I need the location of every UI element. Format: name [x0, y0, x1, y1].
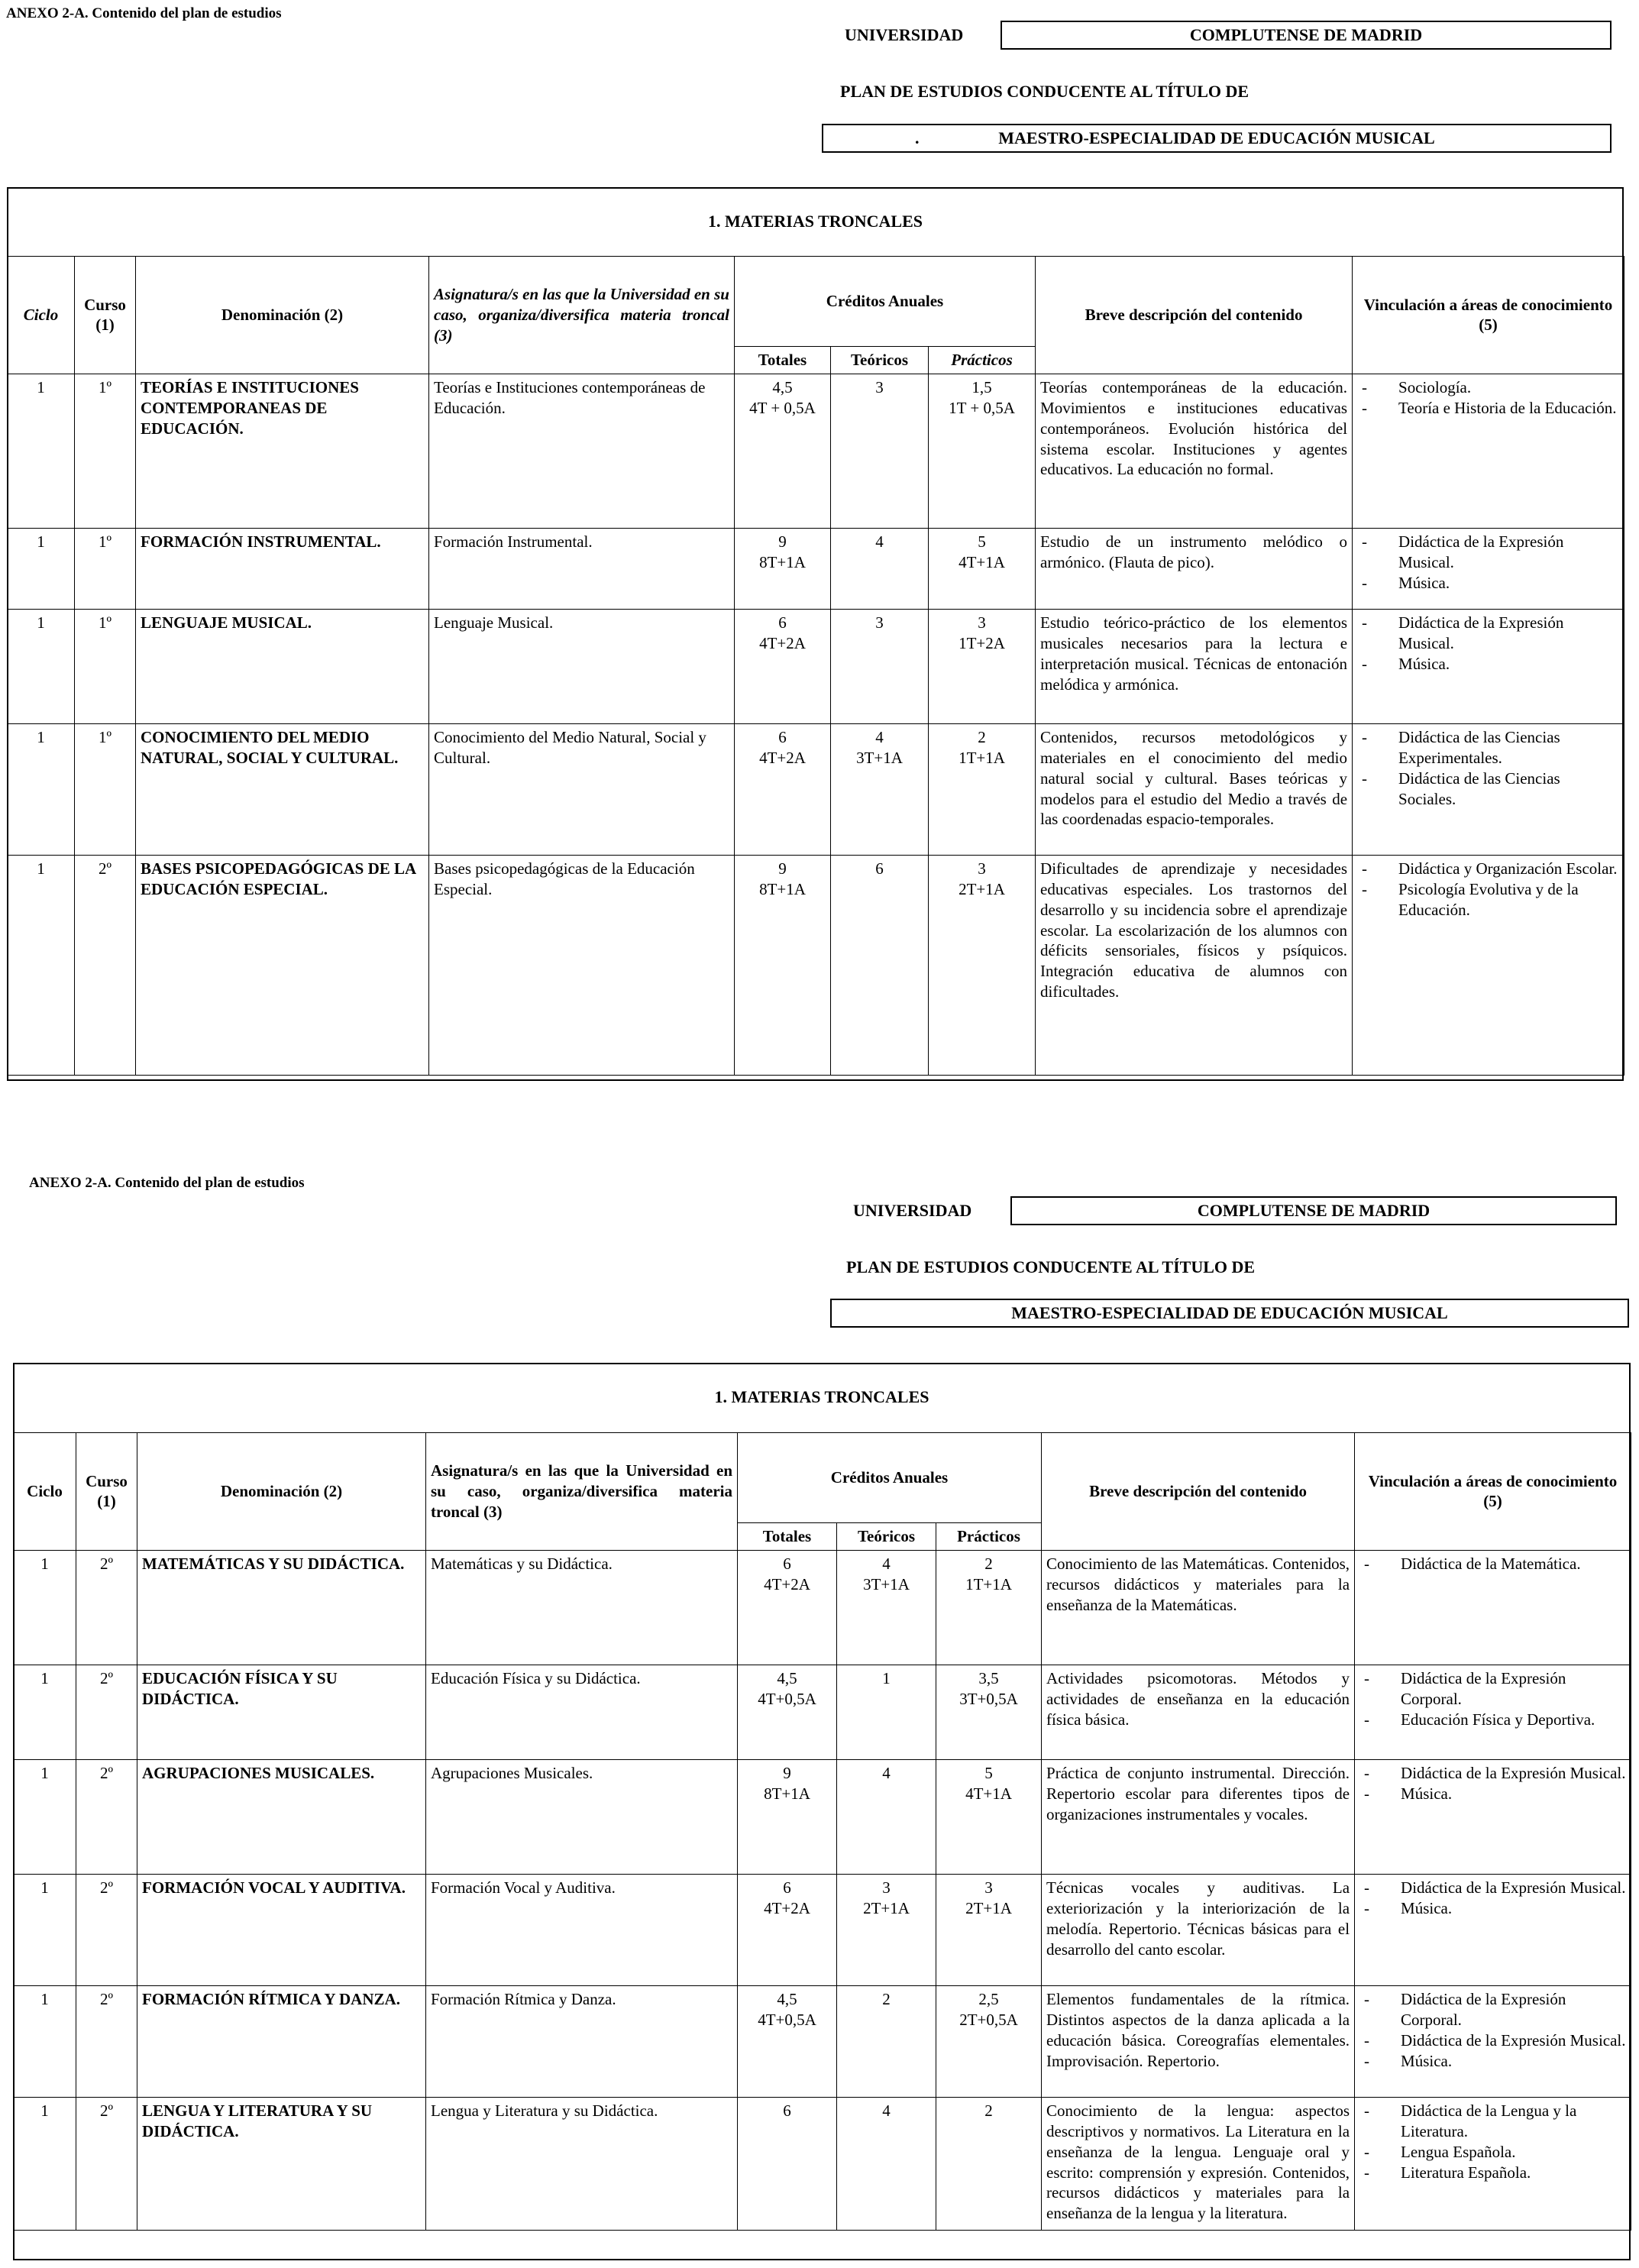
cell-ciclo: 1 — [14, 1874, 76, 1985]
cell-practicos — [929, 528, 1036, 609]
credit-value: 2T+0,5A — [959, 2010, 1018, 2029]
cell-descripcion: Teorías contemporáneas de la educación. Movimientos e instituciones educativas contemporáneos. Evolución histórica del sistema escolar. Instituciones y agentes educativos. La educación no formal. — [1036, 374, 1353, 528]
area-item: - Música. — [1359, 1784, 1626, 1804]
cell-asignatura: Formación Instrumental. — [429, 528, 735, 609]
cell-curso: 2º — [75, 855, 136, 1075]
cell-teoricos — [837, 1550, 936, 1665]
credit-value: 5 — [978, 532, 986, 551]
credit-value: 4 — [882, 2101, 891, 2120]
cell-practicos — [936, 1665, 1042, 1759]
credit-value: 4T + 0,5A — [749, 398, 816, 417]
cell-totales — [735, 723, 831, 855]
university-label: UNIVERSIDAD — [853, 1201, 972, 1220]
cell-totales — [738, 1759, 837, 1874]
credit-value: 8T+1A — [764, 1784, 810, 1803]
area-item: - Didáctica de la Lengua y la Literatura. — [1359, 2101, 1626, 2142]
cell-descripcion: Conocimiento de las Matemáticas. Contenidos, recursos didácticos y materiales para la enseñanza de la Matemáticas. — [1042, 1550, 1355, 1665]
cell-denominacion: EDUCACIÓN FÍSICA Y SU DIDÁCTICA. — [137, 1665, 426, 1759]
col-header-ciclo: Ciclo — [14, 1433, 76, 1551]
credit-value: 4,5 — [777, 1668, 797, 1687]
col-header-ciclo: Ciclo — [8, 257, 75, 374]
credit-value: 4 — [882, 1763, 891, 1782]
cell-denominacion: MATEMÁTICAS Y SU DIDÁCTICA. — [137, 1550, 426, 1665]
area-list — [1357, 613, 1619, 675]
university-label: UNIVERSIDAD — [845, 25, 964, 44]
credit-value: 2T+1A — [863, 1898, 910, 1917]
cell-totales — [735, 855, 831, 1075]
cell-denominacion: AGRUPACIONES MUSICALES. — [137, 1759, 426, 1874]
cell-teoricos — [831, 528, 929, 609]
credit-value: 6 — [783, 1554, 791, 1573]
cell-denominacion: FORMACIÓN INSTRUMENTAL. — [136, 528, 429, 609]
cell-descripcion: Técnicas vocales y auditivas. La exteriorización y la interiorización de la melodía. Repertorio. Técnicas básicas para el desarrollo del canto escolar. — [1042, 1874, 1355, 1985]
cell-vinculacion — [1353, 855, 1624, 1075]
cell-denominacion: BASES PSICOPEDAGÓGICAS DE LA EDUCACIÓN ESPECIAL. — [136, 855, 429, 1075]
credit-value: 2 — [978, 727, 986, 746]
credit-value: 9 — [783, 1763, 791, 1782]
credit-value: 3 — [978, 613, 986, 632]
cell-teoricos — [837, 1874, 936, 1985]
credit-value: 4T+2A — [764, 1574, 810, 1593]
cell-totales — [738, 1665, 837, 1759]
col-header-descripcion: Breve descripción del contenido — [1042, 1433, 1355, 1551]
cell-teoricos — [831, 374, 929, 528]
cell-asignatura: Agrupaciones Musicales. — [426, 1759, 738, 1874]
cell-descripcion: Contenidos, recursos metodológicos y materiales en el conocimiento del medio natural social y cultural. Bases teóricas y modelos para el estudio del Medio a través de las coordenadas espacio-temporales. — [1036, 723, 1353, 855]
area-item: - Didáctica de la Matemática. — [1359, 1554, 1626, 1574]
degree-title-box — [822, 124, 1612, 153]
area-list — [1357, 727, 1619, 810]
credit-value: 4T+2A — [764, 1898, 810, 1917]
cell-ciclo: 1 — [14, 1759, 76, 1874]
area-list — [1357, 532, 1619, 594]
credit-value: 3 — [875, 377, 884, 396]
credit-value: 1T + 0,5A — [949, 398, 1015, 417]
col-header-creditos: Créditos Anuales — [738, 1433, 1042, 1523]
cell-denominacion: FORMACIÓN RÍTMICA Y DANZA. — [137, 1985, 426, 2097]
area-item: - Didáctica de la Expresión Musical. — [1359, 1878, 1626, 1898]
area-list — [1357, 859, 1619, 920]
university-name: COMPLUTENSE DE MADRID — [1001, 21, 1612, 50]
credit-value: 4T+2A — [759, 633, 806, 652]
area-list — [1359, 1989, 1626, 2072]
cell-teoricos — [837, 1985, 936, 2097]
cell-practicos — [936, 2097, 1042, 2230]
col-header-asignatura: Asignatura/s en las que la Universidad en su caso, organiza/diversifica materia troncal (3) — [426, 1433, 738, 1551]
cell-vinculacion — [1355, 1874, 1631, 1985]
credit-value: 6 — [783, 2101, 791, 2120]
credit-value: 3 — [882, 1878, 891, 1897]
col-header-totales: Totales — [735, 347, 831, 374]
cell-totales — [738, 2097, 837, 2230]
troncales-table — [13, 1432, 1631, 2231]
cell-practicos — [936, 1985, 1042, 2097]
cell-descripcion: Estudio de un instrumento melódico o armónico. (Flauta de pico). — [1036, 528, 1353, 609]
credit-value: 3 — [978, 859, 986, 878]
table-row — [8, 528, 1624, 609]
cell-vinculacion — [1353, 374, 1624, 528]
credit-value: 2 — [984, 1554, 993, 1573]
credit-value: 3T+1A — [863, 1574, 910, 1593]
col-header-totales: Totales — [738, 1523, 837, 1551]
cell-practicos — [929, 855, 1036, 1075]
credit-value: 3T+1A — [856, 748, 903, 767]
cell-teoricos — [831, 609, 929, 723]
annex-label: ANEXO 2-A. Contenido del plan de estudios — [6, 5, 282, 21]
cell-asignatura: Educación Física y su Didáctica. — [426, 1665, 738, 1759]
cell-teoricos — [837, 2097, 936, 2230]
area-item: - Música. — [1359, 2051, 1626, 2072]
cell-denominacion: FORMACIÓN VOCAL Y AUDITIVA. — [137, 1874, 426, 1985]
col-header-asignatura: Asignatura/s en las que la Universidad en su caso, organiza/diversifica materia troncal (3) — [429, 257, 735, 374]
cell-curso: 2º — [76, 2097, 137, 2230]
credit-value: 1T+1A — [965, 1574, 1012, 1593]
credit-value: 2 — [984, 2101, 993, 2120]
table-row — [14, 1759, 1631, 1874]
col-header-denominacion: Denominación (2) — [137, 1433, 426, 1551]
plan-label: PLAN DE ESTUDIOS CONDUCENTE AL TÍTULO DE — [846, 1257, 1256, 1276]
cell-curso: 1º — [75, 609, 136, 723]
area-item: - Didáctica y Organización Escolar. — [1357, 859, 1619, 879]
credit-value: 9 — [778, 859, 787, 878]
degree-title: MAESTRO-ESPECIALIDAD DE EDUCACIÓN MUSICAL — [998, 128, 1435, 147]
area-item: - Psicología Evolutiva y de la Educación. — [1357, 879, 1619, 920]
table-row — [14, 1985, 1631, 2097]
cell-totales — [735, 374, 831, 528]
cell-descripcion: Elementos fundamentales de la rítmica. Distintos aspectos de la danza aplicada a la educación básica. Coreografías elementales. Improvisación. Repertorio. — [1042, 1985, 1355, 2097]
area-list — [1359, 2101, 1626, 2183]
cell-vinculacion — [1353, 723, 1624, 855]
col-header-practicos: Prácticos — [936, 1523, 1042, 1551]
cell-teoricos — [837, 1759, 936, 1874]
credit-value: 6 — [778, 613, 787, 632]
cell-ciclo: 1 — [14, 1550, 76, 1665]
col-header-practicos: Prácticos — [929, 347, 1036, 374]
col-header-vinculacion: Vinculación a áreas de conocimiento (5) — [1353, 257, 1624, 374]
cell-practicos — [929, 723, 1036, 855]
credit-value: 2T+1A — [959, 879, 1005, 898]
area-item: - Didáctica de la Expresión Musical. — [1357, 532, 1619, 573]
cell-descripcion: Estudio teórico-práctico de los elementos musicales necesarios para la lectura e interpretación musical. Técnicas de entonación melódica y armónica. — [1036, 609, 1353, 723]
cell-vinculacion — [1355, 2097, 1631, 2230]
credit-value: 1T+2A — [959, 633, 1005, 652]
area-item: - Didáctica de las Ciencias Experimentales. — [1357, 727, 1619, 768]
credit-value: 2T+1A — [965, 1898, 1012, 1917]
area-item: - Didáctica de la Expresión Corporal. — [1359, 1989, 1626, 2030]
area-item: - Sociología. — [1357, 377, 1619, 398]
col-header-teoricos: Teóricos — [837, 1523, 936, 1551]
cell-vinculacion — [1353, 528, 1624, 609]
cell-descripcion: Dificultades de aprendizaje y necesidades educativas especiales. Los trastornos del desarrollo y su incidencia sobre el aprendizaje escolar. La escolarización de los alumnos con déficits sensoriales, físicos y psíquicos. Integración educativa de alumnos con dificultades. — [1036, 855, 1353, 1075]
credit-value: 6 — [778, 727, 787, 746]
credit-value: 2,5 — [978, 1989, 999, 2008]
area-list — [1359, 1554, 1626, 1574]
cell-asignatura: Formación Rítmica y Danza. — [426, 1985, 738, 2097]
page-2 — [0, 1169, 1639, 2268]
credit-value: 4 — [875, 727, 884, 746]
credit-value: 1 — [882, 1668, 891, 1687]
table-row — [14, 1665, 1631, 1759]
cell-curso: 2º — [76, 1985, 137, 2097]
cell-ciclo: 1 — [8, 855, 75, 1075]
title-dot: . — [915, 128, 920, 147]
area-item: - Literatura Española. — [1359, 2163, 1626, 2183]
cell-ciclo: 1 — [8, 374, 75, 528]
credit-value: 4,5 — [772, 377, 793, 396]
credit-value: 3 — [984, 1878, 993, 1897]
cell-denominacion: CONOCIMIENTO DEL MEDIO NATURAL, SOCIAL Y CULTURAL. — [136, 723, 429, 855]
table-row — [8, 374, 1624, 528]
cell-vinculacion — [1355, 1665, 1631, 1759]
cell-curso: 2º — [76, 1665, 137, 1759]
cell-practicos — [936, 1550, 1042, 1665]
area-list — [1357, 377, 1619, 419]
cell-practicos — [936, 1874, 1042, 1985]
plan-label: PLAN DE ESTUDIOS CONDUCENTE AL TÍTULO DE — [840, 82, 1249, 101]
credit-value: 3,5 — [978, 1668, 999, 1687]
area-list — [1359, 1668, 1626, 1730]
credit-value: 4T+0,5A — [758, 2010, 816, 2029]
cell-vinculacion — [1355, 1550, 1631, 1665]
credit-value: 8T+1A — [759, 552, 806, 571]
cell-teoricos — [831, 855, 929, 1075]
credit-value: 3 — [875, 613, 884, 632]
credit-value: 2 — [882, 1989, 891, 2008]
col-header-teoricos: Teóricos — [831, 347, 929, 374]
cell-denominacion: LENGUAJE MUSICAL. — [136, 609, 429, 723]
degree-title-box — [830, 1299, 1629, 1328]
cell-curso: 1º — [75, 528, 136, 609]
area-item: - Didáctica de la Expresión Musical. — [1359, 1763, 1626, 1784]
cell-vinculacion — [1355, 1759, 1631, 1874]
cell-totales — [738, 1550, 837, 1665]
cell-asignatura: Teorías e Instituciones contemporáneas de Educación. — [429, 374, 735, 528]
cell-ciclo: 1 — [14, 2097, 76, 2230]
credit-value: 4 — [875, 532, 884, 551]
cell-curso: 2º — [76, 1550, 137, 1665]
credit-value: 6 — [783, 1878, 791, 1897]
col-header-curso: Curso (1) — [75, 257, 136, 374]
cell-ciclo: 1 — [8, 609, 75, 723]
table-row — [8, 723, 1624, 855]
degree-title: MAESTRO-ESPECIALIDAD DE EDUCACIÓN MUSICAL — [1011, 1303, 1448, 1322]
credit-value: 4,5 — [777, 1989, 797, 2008]
cell-totales — [738, 1985, 837, 2097]
university-name: COMPLUTENSE DE MADRID — [1010, 1196, 1617, 1225]
credit-value: 8T+1A — [759, 879, 806, 898]
cell-ciclo: 1 — [14, 1985, 76, 2097]
cell-vinculacion — [1355, 1985, 1631, 2097]
area-item: - Didáctica de las Ciencias Sociales. — [1357, 768, 1619, 810]
area-item: - Lengua Española. — [1359, 2142, 1626, 2163]
cell-descripcion: Conocimiento de la lengua: aspectos descriptivos y normativos. La Literatura en la enseñanza de la lengua. Lenguaje oral y escrito: comprensión y expresión. Contenidos, recursos didácticos y materiales para la enseñanza de la lengua y la literatura. — [1042, 2097, 1355, 2230]
table-row — [14, 1874, 1631, 1985]
area-item: - Música. — [1359, 1898, 1626, 1919]
cell-asignatura: Lenguaje Musical. — [429, 609, 735, 723]
credit-value: 1T+1A — [959, 748, 1005, 767]
area-item: - Educación Física y Deportiva. — [1359, 1710, 1626, 1730]
section-title: 1. MATERIAS TRONCALES — [708, 212, 923, 231]
cell-practicos — [929, 609, 1036, 723]
cell-totales — [735, 609, 831, 723]
col-header-denominacion: Denominación (2) — [136, 257, 429, 374]
cell-curso: 2º — [76, 1874, 137, 1985]
area-item: - Didáctica de la Expresión Corporal. — [1359, 1668, 1626, 1710]
col-header-creditos: Créditos Anuales — [735, 257, 1036, 347]
area-list — [1359, 1763, 1626, 1804]
credit-value: 1,5 — [971, 377, 992, 396]
cell-teoricos — [837, 1665, 936, 1759]
col-header-vinculacion: Vinculación a áreas de conocimiento (5) — [1355, 1433, 1631, 1551]
area-item: - Música. — [1357, 573, 1619, 594]
col-header-descripcion: Breve descripción del contenido — [1036, 257, 1353, 374]
cell-practicos — [929, 374, 1036, 528]
cell-curso: 1º — [75, 374, 136, 528]
area-item: - Música. — [1357, 654, 1619, 675]
cell-totales — [735, 528, 831, 609]
cell-curso: 1º — [75, 723, 136, 855]
credit-value: 9 — [778, 532, 787, 551]
table-row — [8, 609, 1624, 723]
cell-asignatura: Lengua y Literatura y su Didáctica. — [426, 2097, 738, 2230]
cell-totales — [738, 1874, 837, 1985]
table-row — [14, 1550, 1631, 1665]
cell-practicos — [936, 1759, 1042, 1874]
credit-value: 5 — [984, 1763, 993, 1782]
table-row — [14, 2097, 1631, 2230]
area-item: - Didáctica de la Expresión Musical. — [1357, 613, 1619, 654]
cell-descripcion: Práctica de conjunto instrumental. Dirección. Repertorio escolar para diferentes tipos de organizaciones instrumentales y vocales. — [1042, 1759, 1355, 1874]
cell-asignatura: Matemáticas y su Didáctica. — [426, 1550, 738, 1665]
cell-ciclo: 1 — [14, 1665, 76, 1759]
credit-value: 3T+0,5A — [959, 1689, 1018, 1708]
credit-value: 4T+0,5A — [758, 1689, 816, 1708]
cell-ciclo: 1 — [8, 528, 75, 609]
cell-asignatura: Formación Vocal y Auditiva. — [426, 1874, 738, 1985]
section-title: 1. MATERIAS TRONCALES — [714, 1387, 929, 1406]
credit-value: 6 — [875, 859, 884, 878]
annex-label: ANEXO 2-A. Contenido del plan de estudios — [29, 1175, 305, 1191]
table-row — [8, 855, 1624, 1075]
credit-value: 4 — [882, 1554, 891, 1573]
credit-value: 4T+1A — [965, 1784, 1012, 1803]
cell-descripcion: Actividades psicomotoras. Métodos y actividades de enseñanza en la educación física básica. — [1042, 1665, 1355, 1759]
cell-denominacion: TEORÍAS E INSTITUCIONES CONTEMPORANEAS DE EDUCACIÓN. — [136, 374, 429, 528]
cell-asignatura: Bases psicopedagógicas de la Educación Especial. — [429, 855, 735, 1075]
cell-vinculacion — [1353, 609, 1624, 723]
cell-ciclo: 1 — [8, 723, 75, 855]
area-item: - Teoría e Historia de la Educación. — [1357, 398, 1619, 419]
cell-curso: 2º — [76, 1759, 137, 1874]
credit-value: 4T+1A — [959, 552, 1005, 571]
area-item: - Didáctica de la Expresión Musical. — [1359, 2030, 1626, 2051]
cell-teoricos — [831, 723, 929, 855]
troncales-table — [7, 256, 1624, 1076]
credit-value: 4T+2A — [759, 748, 806, 767]
cell-asignatura: Conocimiento del Medio Natural, Social y Cultural. — [429, 723, 735, 855]
col-header-curso: Curso (1) — [76, 1433, 137, 1551]
area-list — [1359, 1878, 1626, 1919]
cell-denominacion: LENGUA Y LITERATURA Y SU DIDÁCTICA. — [137, 2097, 426, 2230]
